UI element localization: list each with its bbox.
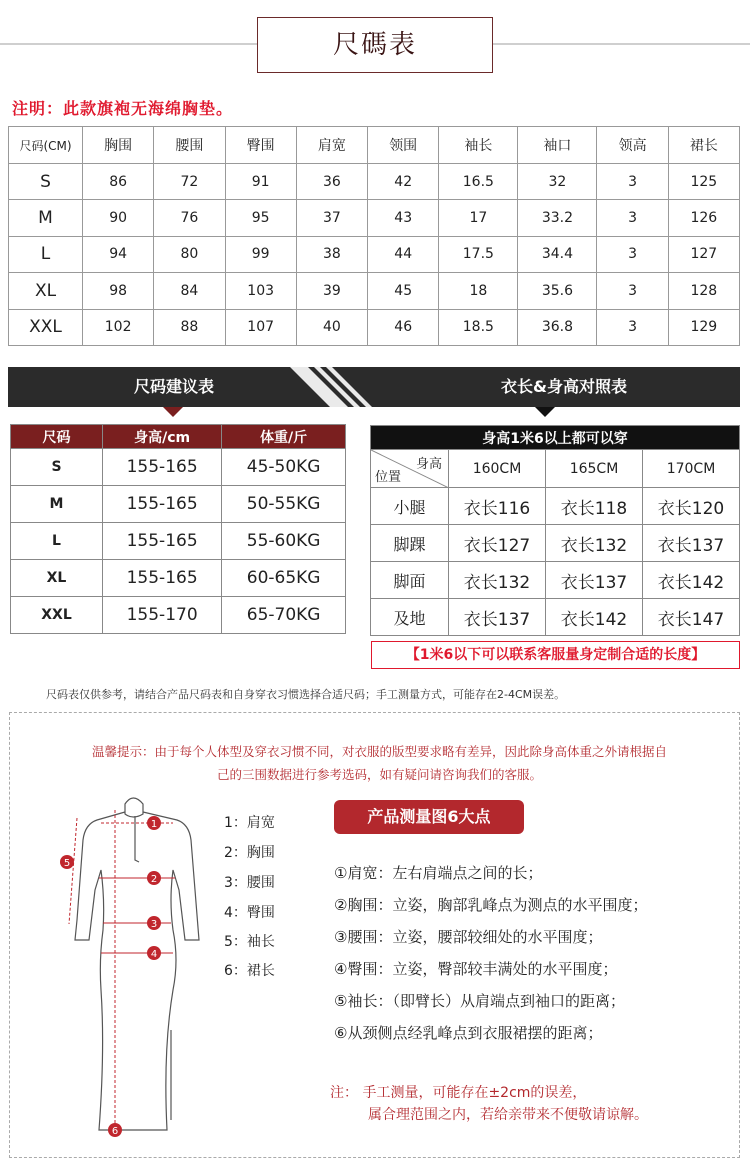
size-table <box>8 126 740 346</box>
measure-title-badge: 产品测量图6大点 <box>334 800 524 834</box>
header-cell: 裙长 <box>668 127 739 164</box>
position-cell: 小腿 <box>371 488 449 525</box>
table-cell: 155-165 <box>103 560 222 597</box>
position-cell: 脚踝 <box>371 525 449 562</box>
marker-4-label: 4 <box>150 949 158 960</box>
left-pointer-icon <box>163 407 183 417</box>
suggest-banner-label: 尺码建议表 <box>133 377 214 396</box>
table-row <box>371 599 740 636</box>
measure-point: ⑤袖长：（即臂长）从肩端点到袖口的距离； <box>334 992 625 1010</box>
legend-item: 3：腰围 <box>224 875 275 891</box>
table-row <box>371 562 740 599</box>
table-cell: 88 <box>154 309 225 345</box>
table-cell: 91 <box>225 164 296 200</box>
table-cell: 155-165 <box>103 523 222 560</box>
marker-3-label: 3 <box>150 919 158 930</box>
table-cell: 126 <box>668 200 739 236</box>
size-cell: XL <box>11 560 103 597</box>
table-cell: 155-170 <box>103 597 222 634</box>
size-cell: S <box>11 449 103 486</box>
table-cell: 42 <box>368 164 439 200</box>
table-cell: 16.5 <box>439 164 518 200</box>
table-header-row <box>11 425 346 449</box>
dress-diagram <box>55 790 215 1150</box>
legend-item: 1：肩宽 <box>224 815 275 831</box>
length-banner-label: 衣长&身高对照表 <box>501 377 627 396</box>
tip-line-2: 己的三围数据进行参考选码，如有疑问请咨询我们的客服。 <box>216 767 542 782</box>
header-cell: 腰围 <box>154 127 225 164</box>
table-cell: 36.8 <box>518 309 597 345</box>
size-cell: M <box>9 200 83 236</box>
table-cell: 155-165 <box>103 449 222 486</box>
table-cell: 128 <box>668 273 739 309</box>
table-cell: 3 <box>597 164 668 200</box>
header-cell: 臀围 <box>225 127 296 164</box>
column-cell: 165CM <box>546 450 643 488</box>
table-cell: 衣长132 <box>449 562 546 599</box>
table-row <box>9 309 740 345</box>
table-cell: 衣长137 <box>643 525 740 562</box>
table-cell: 衣长137 <box>449 599 546 636</box>
table-cell: 60-65KG <box>222 560 346 597</box>
warm-tip <box>22 740 737 786</box>
header-cell: 体重/斤 <box>222 425 346 449</box>
size-cell: XXL <box>9 309 83 345</box>
measure-point: ①肩宽：左右肩端点之间的长； <box>334 864 543 882</box>
corner-top-label: 身高 <box>415 457 442 472</box>
table-cell: 72 <box>154 164 225 200</box>
position-cell: 脚面 <box>371 562 449 599</box>
table-cell: 76 <box>154 200 225 236</box>
no-padding-note: 注明：此款旗袍无海绵胸垫。 <box>12 99 234 118</box>
table-row <box>9 236 740 272</box>
size-cell: L <box>11 523 103 560</box>
table-cell: 40 <box>296 309 367 345</box>
table-cell: 衣长120 <box>643 488 740 525</box>
measure-point: ③腰围：立姿，腰部较细处的水平围度； <box>334 928 603 946</box>
marker-1-label: 1 <box>150 819 158 830</box>
table-cell: 86 <box>83 164 154 200</box>
table-cell: 50-55KG <box>222 486 346 523</box>
table-cell: 33.2 <box>518 200 597 236</box>
table-cell: 35.6 <box>518 273 597 309</box>
measure-point: ②胸围：立姿，胸部乳峰点为测点的水平围度； <box>334 896 648 914</box>
reference-note: 尺码表仅供参考，请结合产品尺码表和自身穿衣习惯选择合适尺码；手工测量方式，可能存在2-4CM误差。 <box>46 688 566 701</box>
table-cell: 3 <box>597 236 668 272</box>
table-cell: 18 <box>439 273 518 309</box>
table-cell: 103 <box>225 273 296 309</box>
table-cell: 衣长147 <box>643 599 740 636</box>
table-row <box>11 486 346 523</box>
size-cell: S <box>9 164 83 200</box>
marker-5-label: 5 <box>63 858 71 869</box>
legend-item: 2：胸围 <box>224 845 275 861</box>
header-cell: 领高 <box>597 127 668 164</box>
measure-point: ⑥从颈侧点经乳峰点到衣服裙摆的距离； <box>334 1024 603 1042</box>
size-cell: XL <box>9 273 83 309</box>
corner-cell <box>371 450 449 488</box>
table-cell: 39 <box>296 273 367 309</box>
table-row <box>9 164 740 200</box>
table-cell: 32 <box>518 164 597 200</box>
table-row <box>9 273 740 309</box>
measure-point: ④臀围：立姿，臀部较丰满处的水平围度； <box>334 960 618 978</box>
table-row <box>11 597 346 634</box>
table-cell: 37 <box>296 200 367 236</box>
table-cell: 3 <box>597 309 668 345</box>
column-cell: 160CM <box>449 450 546 488</box>
table-row <box>11 560 346 597</box>
table-cell: 65-70KG <box>222 597 346 634</box>
legend-item: 6：裙长 <box>224 963 275 979</box>
table-cell: 17 <box>439 200 518 236</box>
header-cell: 肩宽 <box>296 127 367 164</box>
header-cell: 身高/cm <box>103 425 222 449</box>
legend-item: 4：臀围 <box>224 905 275 921</box>
table-cell: 34.4 <box>518 236 597 272</box>
length-height-table <box>370 425 740 636</box>
header-cell: 胸围 <box>83 127 154 164</box>
size-cell: XXL <box>11 597 103 634</box>
table-cell: 45 <box>368 273 439 309</box>
table-cell: 43 <box>368 200 439 236</box>
table-cell: 衣长132 <box>546 525 643 562</box>
error-note <box>330 1082 648 1126</box>
table-cell: 127 <box>668 236 739 272</box>
table-cell: 129 <box>668 309 739 345</box>
title-box <box>257 17 493 73</box>
table-cell: 45-50KG <box>222 449 346 486</box>
length-table-header: 身高1米6以上都可以穿 <box>371 426 740 450</box>
size-suggestion-table <box>10 424 346 634</box>
table-cell: 98 <box>83 273 154 309</box>
header-cell: 尺码 <box>11 425 103 449</box>
section-banner <box>8 367 740 407</box>
error-note-line-2: 属合理范围之内，若给亲带来不便敬请谅解。 <box>368 1107 648 1123</box>
custom-length-note: 【1米6以下可以联系客服量身定制合适的长度】 <box>371 641 740 669</box>
table-header-row <box>9 127 740 164</box>
table-cell: 18.5 <box>439 309 518 345</box>
table-cell: 36 <box>296 164 367 200</box>
table-row <box>371 488 740 525</box>
table-cell: 99 <box>225 236 296 272</box>
marker-2-label: 2 <box>150 874 158 885</box>
table-cell: 46 <box>368 309 439 345</box>
page-title: 尺碼表 <box>332 30 417 60</box>
corner-bottom-label: 位置 <box>375 470 402 485</box>
tip-line-1: 温馨提示：由于每个人体型及穿衣习惯不同，对衣服的版型要求略有差异，因此除身高体重之外请根据自 <box>91 744 667 759</box>
table-row <box>9 200 740 236</box>
table-cell: 38 <box>296 236 367 272</box>
column-cell: 170CM <box>643 450 740 488</box>
table-cell: 衣长127 <box>449 525 546 562</box>
table-cell: 94 <box>83 236 154 272</box>
table-cell: 衣长142 <box>546 599 643 636</box>
right-pointer-icon <box>535 407 555 417</box>
size-cell: M <box>11 486 103 523</box>
table-cell: 84 <box>154 273 225 309</box>
error-note-line-1: 注： 手工测量，可能存在±2cm的误差， <box>330 1085 587 1101</box>
size-cell: L <box>9 236 83 272</box>
position-cell: 及地 <box>371 599 449 636</box>
table-row <box>11 449 346 486</box>
table-cell: 125 <box>668 164 739 200</box>
table-header-row <box>371 426 740 450</box>
header-cell: 领围 <box>368 127 439 164</box>
header-cell: 尺码(CM) <box>9 127 83 164</box>
table-cell: 衣长142 <box>643 562 740 599</box>
table-cell: 90 <box>83 200 154 236</box>
table-cell: 155-165 <box>103 486 222 523</box>
table-cell: 44 <box>368 236 439 272</box>
table-column-row <box>371 450 740 488</box>
table-cell: 80 <box>154 236 225 272</box>
legend-item: 5：袖长 <box>224 934 275 950</box>
table-cell: 95 <box>225 200 296 236</box>
header-cell: 袖口 <box>518 127 597 164</box>
table-cell: 107 <box>225 309 296 345</box>
table-cell: 3 <box>597 273 668 309</box>
table-cell: 衣长137 <box>546 562 643 599</box>
table-cell: 衣长118 <box>546 488 643 525</box>
table-cell: 55-60KG <box>222 523 346 560</box>
table-cell: 3 <box>597 200 668 236</box>
header-cell: 袖长 <box>439 127 518 164</box>
marker-6-label: 6 <box>111 1126 119 1137</box>
table-cell: 102 <box>83 309 154 345</box>
table-cell: 17.5 <box>439 236 518 272</box>
table-cell: 衣长116 <box>449 488 546 525</box>
table-row <box>11 523 346 560</box>
table-row <box>371 525 740 562</box>
